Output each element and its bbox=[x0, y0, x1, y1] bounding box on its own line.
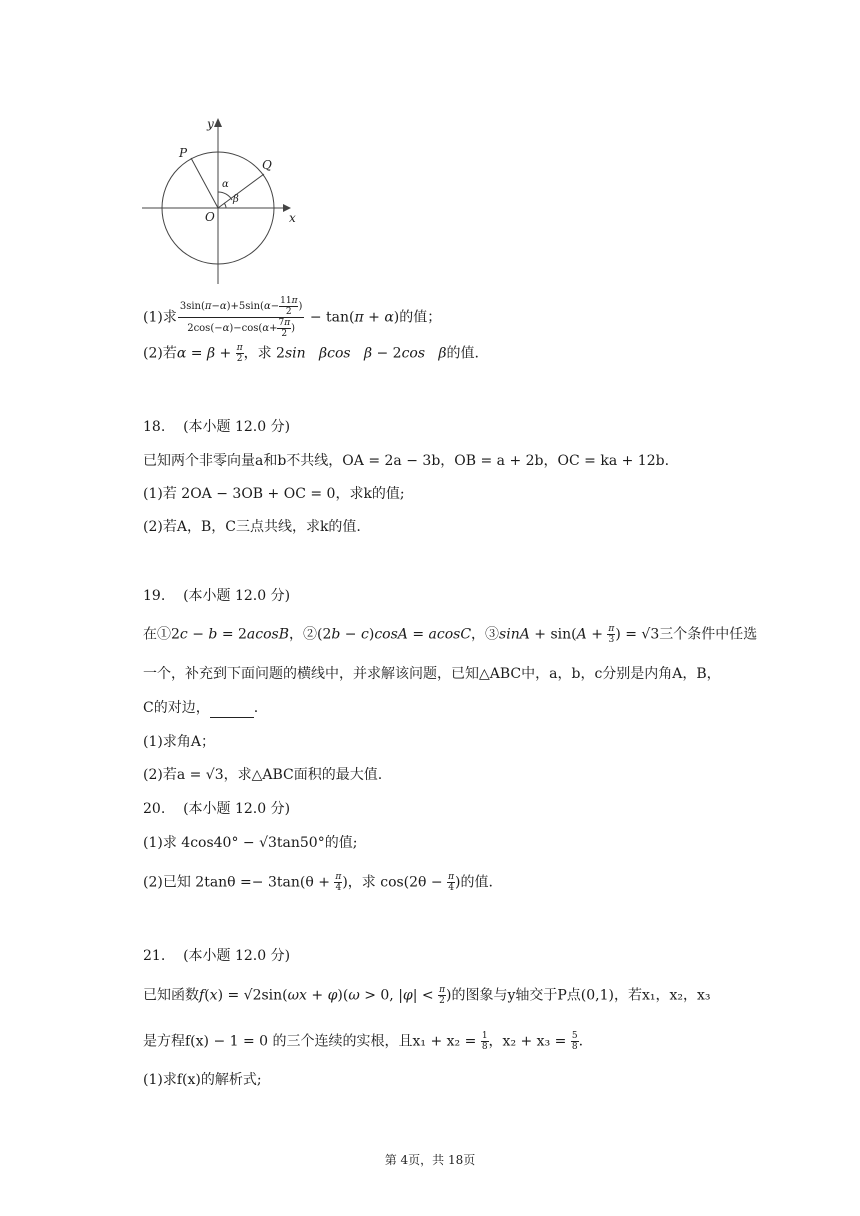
page-footer: 第 4页，共 18页 bbox=[384, 1153, 476, 1167]
axis-x-label: x bbox=[289, 211, 296, 225]
q19-heading: 19. (本小题 12.0 分) bbox=[143, 588, 291, 604]
q20-part2: (2)已知 2tanθ =− 3tan(θ + $\frac{\pi}{4}$ )，求 cos(2θ − $\frac{\pi}{4}$ )的值. bbox=[143, 872, 493, 893]
point-q-label: Q bbox=[262, 158, 272, 172]
angle-alpha-label: α bbox=[222, 179, 229, 190]
q21-heading: 21. (本小题 12.0 分) bbox=[143, 948, 291, 964]
q18-part2: (2)若A，B，C三点共线，求k的值. bbox=[143, 519, 361, 535]
q20-part1: (1)求 4cos40° − √3tan50°的值; bbox=[143, 835, 358, 851]
q17-part2: (2)若α = β + $\frac{\pi}{2}$ ，求 2sin βcos β − 2cos β的值. bbox=[143, 343, 479, 364]
fill-in-blank bbox=[210, 703, 254, 718]
q18-stem: 已知两个非零向量a和b不共线，OA = 2a − 3b，OB = a + 2b，OC = ka + 12b. bbox=[143, 453, 670, 469]
q17-fraction: 3sin(π−α)+5sin(α− $\frac{11\pi}{2}$ ) 2cos(−α)−cos(α+ $\frac{7\pi}{2}$ ) bbox=[179, 296, 303, 339]
q21-line2: 是方程f(x) − 1 = 0 的三个连续的实根，且x₁ + x₂ = $\frac{1}{8}$ ，x₂ + x₃ = $\frac{5}{8}$ . bbox=[143, 1031, 584, 1052]
q21-part1: (1)求f(x)的解析式; bbox=[143, 1072, 262, 1088]
q18-part1: (1)若 2OA − 3OB + OC = 0，求k的值; bbox=[143, 486, 405, 502]
origin-label: O bbox=[205, 210, 215, 224]
q21-line1: 已知函数f(x) = √2sin(ωx + φ)(ω > 0, |φ| < $\frac{\pi}{2}$ )的图象与y轴交于P点(0,1)，若x₁，x₂，x₃ bbox=[143, 985, 711, 1006]
unit-circle-figure bbox=[138, 114, 308, 286]
y-axis-arrow bbox=[214, 118, 222, 127]
q19-part1: (1)求角A； bbox=[143, 734, 215, 750]
angle-beta-arc bbox=[224, 203, 226, 208]
angle-beta-label: β bbox=[233, 194, 239, 205]
axis-y-label: y bbox=[207, 117, 214, 131]
point-p-label: P bbox=[179, 146, 188, 160]
q19-line2: 一个，补充到下面问题的横线中，并求解该问题，已知△ABC中，a，b，c分别是内角A，B， bbox=[143, 666, 721, 682]
q17-part1: (1)求 3sin(π−α)+5sin(α− $\frac{11\pi}{2}$ ) 2cos(−α)−cos(α+ $\frac{7\pi}{2}$ ) − tan(π + α)的值； bbox=[143, 296, 442, 339]
q18-heading: 18. (本小题 12.0 分) bbox=[143, 419, 291, 435]
ray-op bbox=[191, 158, 218, 208]
q19-line1: 在①2c − b = 2acosB，②(2b − c)cosA = acosC，③sinA + sin(A + $\frac{\pi}{3}$ ) = √3三个条件中任选 bbox=[143, 624, 758, 645]
q19-part2: (2)若a = √3，求△ABC面积的最大值. bbox=[143, 767, 383, 783]
q20-heading: 20. (本小题 12.0 分) bbox=[143, 801, 291, 817]
q19-line3: C的对边， . bbox=[143, 700, 259, 716]
